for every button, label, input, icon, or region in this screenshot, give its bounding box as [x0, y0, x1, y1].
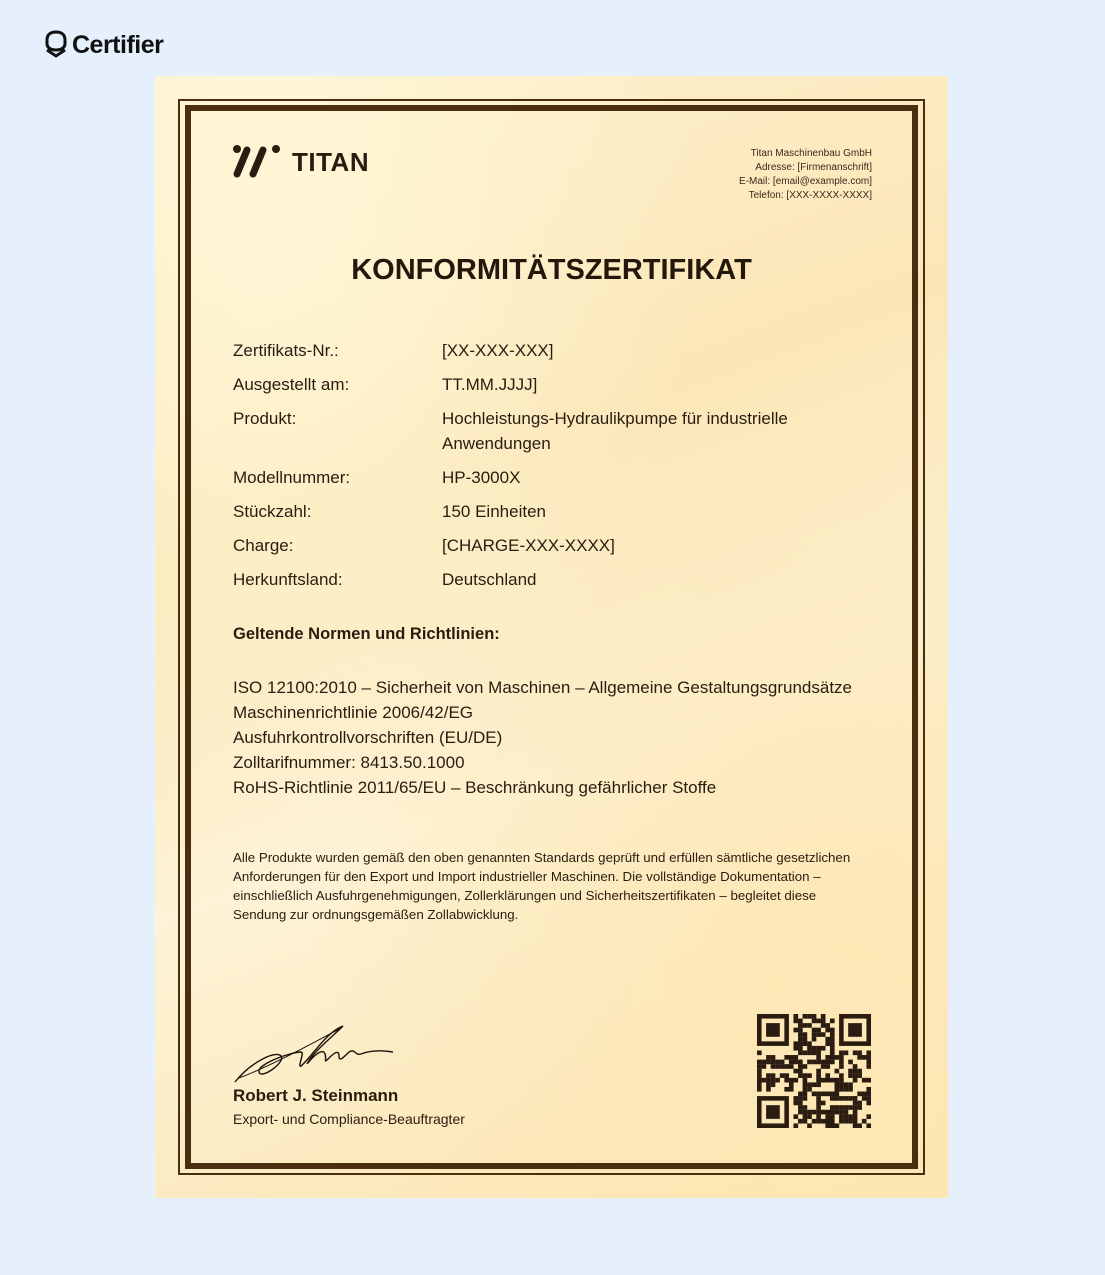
norm-item: ISO 12100:2010 – Sicherheit von Maschinen – Allgemeine Gestaltungsgrundsätze [233, 678, 853, 697]
qr-module [798, 1028, 803, 1033]
qr-module [866, 1064, 871, 1069]
qr-module [866, 1050, 871, 1055]
certificate-title: KONFORMITÄTSZERTIFIKAT [351, 254, 752, 286]
qr-module [839, 1119, 844, 1124]
qr-module [853, 1105, 858, 1110]
company-address: Adresse: [Firmenanschrift] [755, 162, 872, 173]
qr-module [803, 1082, 808, 1087]
qr-module [848, 1119, 853, 1124]
qr-module [866, 1060, 871, 1065]
qr-module [816, 1032, 821, 1037]
qr-finder-center [766, 1023, 780, 1037]
qr-module [807, 1060, 812, 1065]
certificate-fields [233, 338, 873, 601]
qr-module [853, 1123, 858, 1128]
field-value: 150 Einheiten [442, 502, 546, 521]
qr-module [835, 1123, 840, 1128]
field-value: Hochleistungs-Hydraulikpumpe für industrielle Anwendungen [442, 409, 788, 453]
qr-module [807, 1041, 812, 1046]
qr-module [771, 1064, 776, 1069]
qr-module [803, 1087, 808, 1092]
qr-module [862, 1096, 867, 1101]
qr-module [812, 1046, 817, 1051]
qr-module [803, 1092, 808, 1097]
qr-module [830, 1096, 835, 1101]
qr-module [793, 1014, 798, 1019]
qr-module [821, 1101, 826, 1106]
norms-heading: Geltende Normen und Richtlinien: [233, 625, 500, 643]
qr-module [830, 1055, 835, 1060]
qr-module [803, 1096, 808, 1101]
qr-module [853, 1114, 858, 1119]
qr-code [757, 1014, 871, 1128]
qr-module [816, 1028, 821, 1033]
qr-module [812, 1028, 817, 1033]
qr-module [857, 1123, 862, 1128]
qr-module [812, 1060, 817, 1065]
qr-module [830, 1046, 835, 1051]
qr-module [848, 1073, 853, 1078]
qr-module [816, 1060, 821, 1065]
qr-module [839, 1082, 844, 1087]
qr-module [830, 1078, 835, 1083]
qr-module [857, 1055, 862, 1060]
qr-module [848, 1082, 853, 1087]
qr-module [798, 1092, 803, 1097]
qr-module [816, 1073, 821, 1078]
qr-module [825, 1060, 830, 1065]
qr-module [857, 1101, 862, 1106]
qr-module [825, 1055, 830, 1060]
qr-module [793, 1055, 798, 1060]
qr-module [762, 1078, 767, 1083]
certifier-logo [44, 30, 163, 60]
qr-module [803, 1078, 808, 1083]
qr-module [839, 1096, 844, 1101]
qr-module [816, 1050, 821, 1055]
qr-module [830, 1060, 835, 1065]
qr-module [807, 1050, 812, 1055]
qr-module [853, 1119, 858, 1124]
qr-module [798, 1037, 803, 1042]
qr-module [835, 1092, 840, 1097]
qr-module [775, 1078, 780, 1083]
qr-module [821, 1023, 826, 1028]
qr-module [844, 1105, 849, 1110]
field-value: Deutschland [442, 570, 537, 589]
signature [231, 1022, 396, 1086]
qr-module [825, 1110, 830, 1115]
qr-module [857, 1105, 862, 1110]
qr-module [807, 1114, 812, 1119]
qr-module [825, 1114, 830, 1119]
qr-module [757, 1064, 762, 1069]
qr-module [857, 1092, 862, 1097]
qr-module [825, 1073, 830, 1078]
qr-module [780, 1060, 785, 1065]
field-value: [CHARGE-XXX-XXXX] [442, 536, 615, 555]
qr-module [857, 1050, 862, 1055]
qr-module [789, 1082, 794, 1087]
qr-module [848, 1096, 853, 1101]
qr-module [793, 1019, 798, 1024]
qr-module [830, 1041, 835, 1046]
qr-module [803, 1073, 808, 1078]
qr-module [803, 1119, 808, 1124]
qr-module [812, 1050, 817, 1055]
qr-module [835, 1055, 840, 1060]
qr-module [839, 1110, 844, 1115]
qr-module [775, 1060, 780, 1065]
qr-module [816, 1082, 821, 1087]
qr-module [830, 1105, 835, 1110]
qr-module [771, 1060, 776, 1065]
qr-module [835, 1069, 840, 1074]
qr-module [839, 1105, 844, 1110]
qr-module [816, 1105, 821, 1110]
company-phone: Telefon: [XXX-XXXX-XXXX] [748, 190, 872, 201]
qr-module [844, 1087, 849, 1092]
qr-module [784, 1064, 789, 1069]
qr-module [798, 1064, 803, 1069]
qr-module [793, 1078, 798, 1083]
qr-module [816, 1119, 821, 1124]
qr-module [766, 1082, 771, 1087]
qr-module [862, 1078, 867, 1083]
qr-module [784, 1055, 789, 1060]
qr-module [789, 1060, 794, 1065]
qr-module [853, 1096, 858, 1101]
qr-module [798, 1119, 803, 1124]
qr-module [771, 1073, 776, 1078]
qr-module [839, 1050, 844, 1055]
qr-module [807, 1046, 812, 1051]
norms-list [233, 675, 852, 800]
qr-module [798, 1073, 803, 1078]
qr-module [835, 1087, 840, 1092]
qr-module [793, 1096, 798, 1101]
qr-module [825, 1041, 830, 1046]
qr-module [771, 1078, 776, 1083]
qr-module [793, 1046, 798, 1051]
qr-module [862, 1092, 867, 1097]
qr-module [825, 1064, 830, 1069]
qr-module [766, 1073, 771, 1078]
qr-module [853, 1064, 858, 1069]
field-value: HP-3000X [442, 468, 521, 487]
field-label: Modellnummer: [233, 468, 351, 487]
qr-module [803, 1064, 808, 1069]
qr-module [757, 1082, 762, 1087]
qr-module [793, 1028, 798, 1033]
qr-module [807, 1123, 812, 1128]
qr-module [766, 1055, 771, 1060]
qr-module [839, 1114, 844, 1119]
qr-module [821, 1092, 826, 1097]
qr-module [821, 1019, 826, 1024]
qr-module [821, 1078, 826, 1083]
qr-module [848, 1069, 853, 1074]
field-row [233, 372, 873, 397]
qr-module [825, 1023, 830, 1028]
qr-module [825, 1119, 830, 1124]
qr-module [825, 1123, 830, 1128]
qr-module [853, 1110, 858, 1115]
qr-module [866, 1123, 871, 1128]
qr-module [803, 1041, 808, 1046]
field-label: Zertifikats-Nr.: [233, 341, 339, 360]
qr-module [766, 1087, 771, 1092]
qr-module [816, 1046, 821, 1051]
qr-module [839, 1073, 844, 1078]
qr-module [803, 1114, 808, 1119]
qr-module [857, 1073, 862, 1078]
qr-module [835, 1082, 840, 1087]
qr-module [780, 1073, 785, 1078]
qr-module [807, 1073, 812, 1078]
qr-module [830, 1123, 835, 1128]
qr-module [771, 1055, 776, 1060]
qr-module [762, 1064, 767, 1069]
field-label: Ausgestellt am: [233, 375, 350, 394]
signer-role: Export- und Compliance-Beauftragter [233, 1111, 465, 1127]
qr-module [803, 1037, 808, 1042]
qr-module [835, 1078, 840, 1083]
field-label: Produkt: [233, 409, 297, 428]
qr-module [816, 1101, 821, 1106]
qr-module [830, 1114, 835, 1119]
qr-module [780, 1064, 785, 1069]
qr-module [798, 1060, 803, 1065]
qr-module [803, 1110, 808, 1115]
qr-module [839, 1064, 844, 1069]
qr-module [866, 1101, 871, 1106]
qr-module [830, 1092, 835, 1097]
qr-module [816, 1069, 821, 1074]
qr-module [821, 1032, 826, 1037]
norm-item: Ausfuhrkontrollvorschriften (EU/DE) [233, 728, 503, 747]
company-logo [232, 144, 369, 180]
qr-module [866, 1092, 871, 1097]
qr-module [816, 1110, 821, 1115]
qr-module [789, 1087, 794, 1092]
certificate [155, 76, 948, 1198]
qr-module [825, 1092, 830, 1097]
field-value: [XX-XXX-XXX] [442, 341, 554, 360]
company-logo-text: TITAN [292, 146, 370, 177]
qr-module [839, 1060, 844, 1065]
qr-module [821, 1046, 826, 1051]
qr-module [839, 1055, 844, 1060]
titan-logo-icon [232, 144, 282, 180]
qr-module [812, 1014, 817, 1019]
qr-module [835, 1105, 840, 1110]
compliance-note: Alle Produkte wurden gemäß den oben genannten Standards geprüft und erfüllen sämtliche gesetzlichen Anforderungen für den Export und Import industrieller Maschinen. Die vollständige Dokumentation – einschließlich Ausfuhrgenehmigungen, Zollerklärungen und Sicherheitszertifikaten – begleitet diese Sendung zur ordnungsgemäßen Zollabwicklung. [233, 850, 851, 922]
qr-module [853, 1078, 858, 1083]
qr-module [839, 1078, 844, 1083]
qr-module [803, 1014, 808, 1019]
qr-module [866, 1087, 871, 1092]
qr-module [835, 1110, 840, 1115]
qr-module [803, 1032, 808, 1037]
company-name: Titan Maschinenbau GmbH [750, 148, 872, 159]
qr-module [825, 1078, 830, 1083]
brand-name: Certifier [72, 30, 164, 59]
qr-module [844, 1096, 849, 1101]
company-contact [739, 147, 872, 203]
qr-module [807, 1014, 812, 1019]
qr-module [771, 1082, 776, 1087]
qr-module [812, 1082, 817, 1087]
qr-module [821, 1014, 826, 1019]
qr-module [812, 1092, 817, 1097]
qr-module [839, 1087, 844, 1092]
qr-module [798, 1105, 803, 1110]
qr-module [798, 1041, 803, 1046]
field-row [233, 499, 873, 524]
qr-module [844, 1050, 849, 1055]
qr-module [812, 1037, 817, 1042]
qr-module [757, 1060, 762, 1065]
qr-module [830, 1050, 835, 1055]
qr-module [798, 1110, 803, 1115]
qr-module [825, 1037, 830, 1042]
qr-module [862, 1119, 867, 1124]
qr-module [844, 1082, 849, 1087]
qr-module [830, 1037, 835, 1042]
qr-module [816, 1078, 821, 1083]
qr-module [857, 1069, 862, 1074]
qr-module [784, 1078, 789, 1083]
qr-module [866, 1114, 871, 1119]
qr-module [807, 1023, 812, 1028]
qr-module [816, 1055, 821, 1060]
qr-module [757, 1050, 762, 1055]
qr-module [830, 1032, 835, 1037]
qr-finder-center [848, 1023, 862, 1037]
qr-module [848, 1060, 853, 1065]
field-row [233, 338, 873, 363]
qr-module [830, 1110, 835, 1115]
qr-module [835, 1096, 840, 1101]
company-email: E-Mail: [email@example.com] [739, 176, 872, 187]
qr-module [853, 1101, 858, 1106]
qr-module [798, 1023, 803, 1028]
qr-module [807, 1087, 812, 1092]
qr-module [848, 1114, 853, 1119]
qr-module [866, 1078, 871, 1083]
qr-module [830, 1028, 835, 1033]
qr-module [793, 1101, 798, 1106]
qr-module [757, 1087, 762, 1092]
qr-module [766, 1078, 771, 1083]
qr-module [757, 1078, 762, 1083]
qr-module [803, 1105, 808, 1110]
qr-module [789, 1064, 794, 1069]
qr-module [812, 1110, 817, 1115]
qr-module [812, 1119, 817, 1124]
qr-module [793, 1123, 798, 1128]
qr-module [844, 1114, 849, 1119]
qr-module [830, 1119, 835, 1124]
qr-module [798, 1032, 803, 1037]
qr-module [844, 1110, 849, 1115]
qr-module [807, 1110, 812, 1115]
certifier-shield-icon [44, 30, 68, 60]
qr-module [821, 1110, 826, 1115]
qr-module [775, 1064, 780, 1069]
qr-module [821, 1064, 826, 1069]
qr-module [784, 1073, 789, 1078]
qr-module [816, 1019, 821, 1024]
field-label: Charge: [233, 536, 294, 555]
qr-module [762, 1060, 767, 1065]
qr-module [862, 1055, 867, 1060]
qr-module [757, 1069, 762, 1074]
qr-module [793, 1041, 798, 1046]
qr-module [798, 1101, 803, 1106]
qr-module [798, 1050, 803, 1055]
qr-module [789, 1078, 794, 1083]
qr-module [798, 1096, 803, 1101]
norm-item: Zolltarifnummer: 8413.50.1000 [233, 753, 465, 772]
qr-module [766, 1060, 771, 1065]
norm-item: Maschinenrichtlinie 2006/42/EG [233, 703, 474, 722]
norm-item: RoHS-Richtlinie 2011/65/EU – Beschränkung gefährlicher Stoffe [233, 778, 717, 797]
qr-module [793, 1069, 798, 1074]
field-row [233, 465, 873, 490]
qr-module [866, 1055, 871, 1060]
qr-module [844, 1119, 849, 1124]
qr-module [793, 1060, 798, 1065]
qr-module [757, 1073, 762, 1078]
field-row [233, 406, 873, 456]
signer-name: Robert J. Steinmann [233, 1086, 399, 1105]
qr-module [848, 1087, 853, 1092]
qr-module [798, 1046, 803, 1051]
qr-module [825, 1028, 830, 1033]
qr-module [807, 1082, 812, 1087]
qr-module [816, 1114, 821, 1119]
qr-module [789, 1055, 794, 1060]
qr-module [812, 1032, 817, 1037]
field-row [233, 567, 873, 592]
qr-module [816, 1092, 821, 1097]
qr-module [866, 1096, 871, 1101]
qr-module [816, 1096, 821, 1101]
qr-module [853, 1069, 858, 1074]
qr-module [848, 1105, 853, 1110]
qr-module [803, 1023, 808, 1028]
qr-module [803, 1050, 808, 1055]
qr-module [853, 1050, 858, 1055]
qr-module [821, 1119, 826, 1124]
qr-module [793, 1114, 798, 1119]
qr-finder-center [766, 1105, 780, 1119]
field-value: TT.MM.JJJJ] [442, 375, 538, 394]
field-label: Stückzahl: [233, 502, 312, 521]
field-label: Herkunftsland: [233, 570, 343, 589]
qr-module [821, 1060, 826, 1065]
qr-module [830, 1019, 835, 1024]
qr-module [812, 1019, 817, 1024]
qr-module [798, 1069, 803, 1074]
qr-module [784, 1087, 789, 1092]
qr-module [798, 1019, 803, 1024]
qr-module [853, 1073, 858, 1078]
field-row [233, 533, 873, 558]
